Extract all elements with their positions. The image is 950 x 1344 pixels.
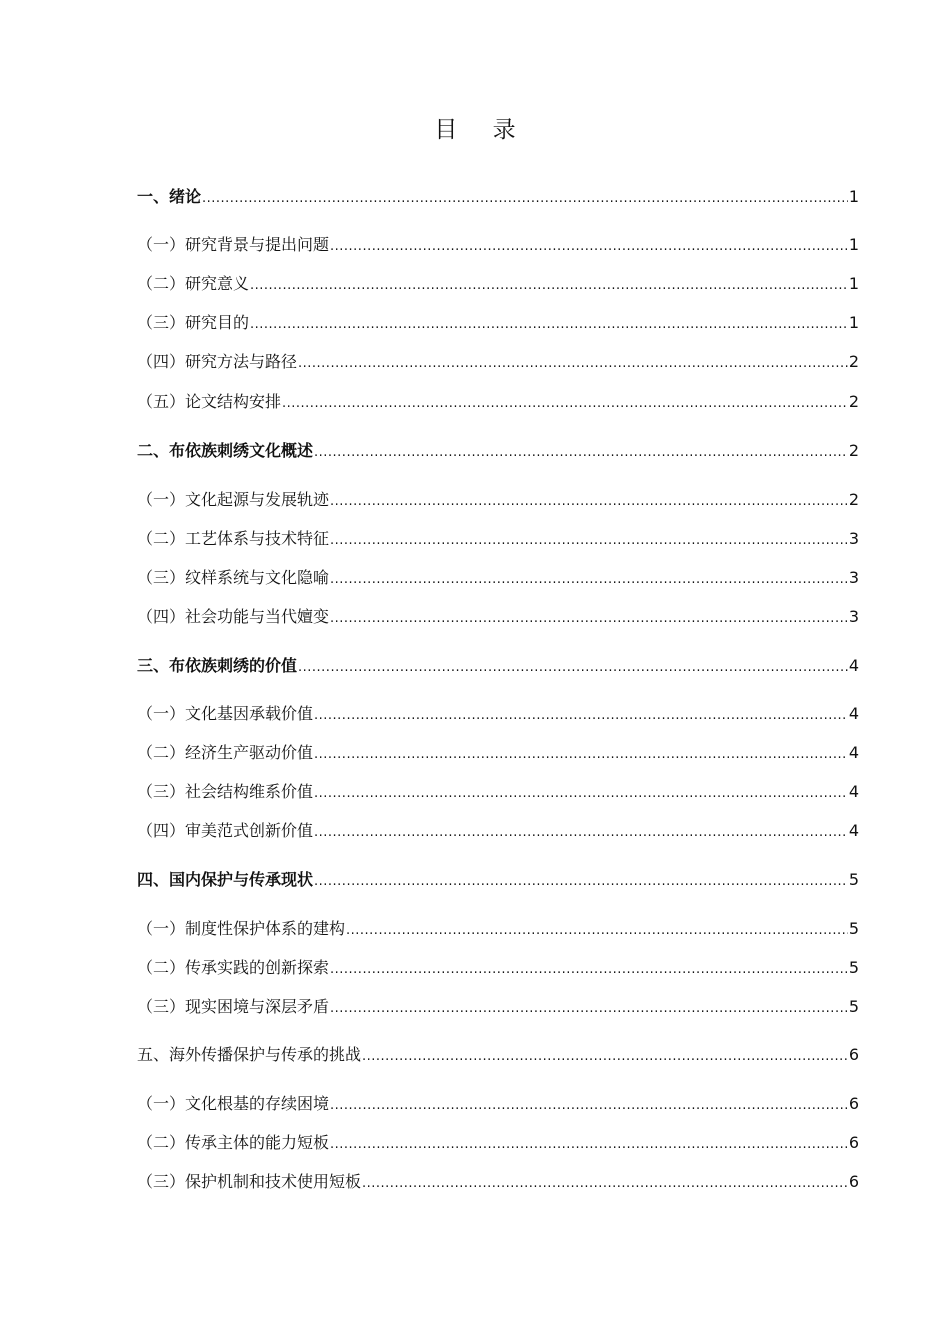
toc-section-entry[interactable] — [137, 1132, 859, 1156]
toc-page-number: 5 — [848, 997, 859, 1016]
dot-leader — [330, 236, 848, 258]
toc-chapter-entry[interactable] — [137, 655, 859, 679]
toc-section-entry[interactable] — [137, 234, 859, 258]
toc-page-number: 1 — [848, 235, 859, 254]
dot-leader — [250, 275, 848, 297]
toc-entry-title: 二、布依族刺绣文化概述 — [137, 441, 314, 460]
dot-leader — [346, 920, 848, 942]
toc-chapter-entry[interactable] — [137, 869, 859, 893]
toc-entry-title: （一）文化起源与发展轨迹 — [137, 490, 330, 509]
toc-section-entry[interactable] — [137, 606, 859, 630]
toc-section-entry[interactable] — [137, 1171, 859, 1195]
toc-entry-title: （四）社会功能与当代嬗变 — [137, 607, 330, 626]
toc-entry-title: 三、布依族刺绣的价值 — [137, 656, 298, 675]
toc-page-number: 2 — [848, 441, 859, 460]
toc-page-number: 6 — [848, 1094, 859, 1113]
toc-entry-title: （二）传承主体的能力短板 — [137, 1133, 330, 1152]
toc-page-number: 2 — [848, 392, 859, 411]
toc-entry-title: （二）工艺体系与技术特征 — [137, 529, 330, 548]
toc-entry-title: （三）纹样系统与文化隐喻 — [137, 568, 330, 587]
dot-leader — [314, 744, 848, 766]
toc-section-entry[interactable] — [137, 567, 859, 591]
toc-section-entry[interactable] — [137, 918, 859, 942]
toc-page-number: 2 — [848, 352, 859, 371]
dot-leader — [314, 705, 848, 727]
toc-section-entry[interactable] — [137, 489, 859, 513]
toc-section-entry[interactable] — [137, 1093, 859, 1117]
toc-section-entry[interactable] — [137, 273, 859, 297]
toc-entry-title: （二）研究意义 — [137, 274, 250, 293]
dot-leader — [314, 822, 848, 844]
dot-leader — [202, 188, 848, 210]
toc-section-entry[interactable] — [137, 781, 859, 805]
dot-leader — [330, 569, 848, 591]
toc-page-number: 6 — [848, 1133, 859, 1152]
toc-entry-title: 一、绪论 — [137, 187, 202, 206]
dot-leader — [330, 491, 848, 513]
toc-section-entry[interactable] — [137, 391, 859, 415]
toc-entry-title: （三）社会结构维系价值 — [137, 782, 314, 801]
toc-entry-title: （一）文化根基的存续困境 — [137, 1094, 330, 1113]
dot-leader — [330, 530, 848, 552]
toc-entry-title: （四）研究方法与路径 — [137, 352, 298, 371]
toc-page-number: 3 — [848, 529, 859, 548]
dot-leader — [362, 1046, 848, 1068]
toc-chapter-entry[interactable] — [137, 186, 859, 210]
dot-leader — [330, 1134, 848, 1156]
toc-page-number: 6 — [848, 1172, 859, 1191]
toc-page-number: 3 — [848, 568, 859, 587]
toc-entry-title: （三）研究目的 — [137, 313, 250, 332]
toc-section-entry[interactable] — [137, 351, 859, 375]
toc-page-number: 4 — [848, 821, 859, 840]
toc-entry-title: （三）保护机制和技术使用短板 — [137, 1172, 362, 1191]
toc-section-entry[interactable] — [137, 742, 859, 766]
toc-entry-title: 五、海外传播保护与传承的挑战 — [137, 1045, 362, 1064]
toc-section-entry[interactable] — [137, 703, 859, 727]
toc-entry-title: （一）研究背景与提出问题 — [137, 235, 330, 254]
toc-page-number: 4 — [848, 656, 859, 675]
toc-entry-title: （二）经济生产驱动价值 — [137, 743, 314, 762]
toc-section-entry[interactable] — [137, 957, 859, 981]
toc-chapter-entry[interactable] — [137, 440, 859, 464]
toc-page-number: 2 — [848, 490, 859, 509]
toc-page-number: 5 — [848, 958, 859, 977]
toc-page-number: 5 — [848, 919, 859, 938]
toc-page-number: 1 — [848, 187, 859, 206]
toc-entry-title: （四）审美范式创新价值 — [137, 821, 314, 840]
toc-entry-title: （二）传承实践的创新探索 — [137, 958, 330, 977]
toc-chapter-entry[interactable] — [137, 1044, 859, 1068]
dot-leader — [282, 393, 848, 415]
toc-section-entry[interactable] — [137, 312, 859, 336]
toc-page-number: 4 — [848, 782, 859, 801]
toc-section-entry[interactable] — [137, 996, 859, 1020]
toc-page-number: 1 — [848, 274, 859, 293]
toc-section-entry[interactable] — [137, 820, 859, 844]
toc-page-number: 4 — [848, 743, 859, 762]
toc-entry-title: （一）制度性保护体系的建构 — [137, 919, 346, 938]
toc-entry-title: （五）论文结构安排 — [137, 392, 282, 411]
toc-entry-title: （一）文化基因承载价值 — [137, 704, 314, 723]
dot-leader — [314, 442, 848, 464]
toc-page-number: 1 — [848, 313, 859, 332]
dot-leader — [330, 1095, 848, 1117]
toc-entry-title: （三）现实困境与深层矛盾 — [137, 997, 330, 1016]
toc-page-number: 4 — [848, 704, 859, 723]
dot-leader — [330, 608, 848, 630]
dot-leader — [298, 657, 848, 679]
toc-page-number: 6 — [848, 1045, 859, 1064]
toc-page-number: 5 — [848, 870, 859, 889]
toc-section-entry[interactable] — [137, 528, 859, 552]
toc-page-number: 3 — [848, 607, 859, 626]
dot-leader — [298, 353, 848, 375]
dot-leader — [330, 959, 848, 981]
dot-leader — [314, 783, 848, 805]
dot-leader — [330, 998, 848, 1020]
dot-leader — [250, 314, 848, 336]
page-title: 目 录 — [434, 117, 530, 143]
toc-entry-title: 四、国内保护与传承现状 — [137, 870, 314, 889]
dot-leader — [362, 1173, 848, 1195]
dot-leader — [314, 871, 848, 893]
